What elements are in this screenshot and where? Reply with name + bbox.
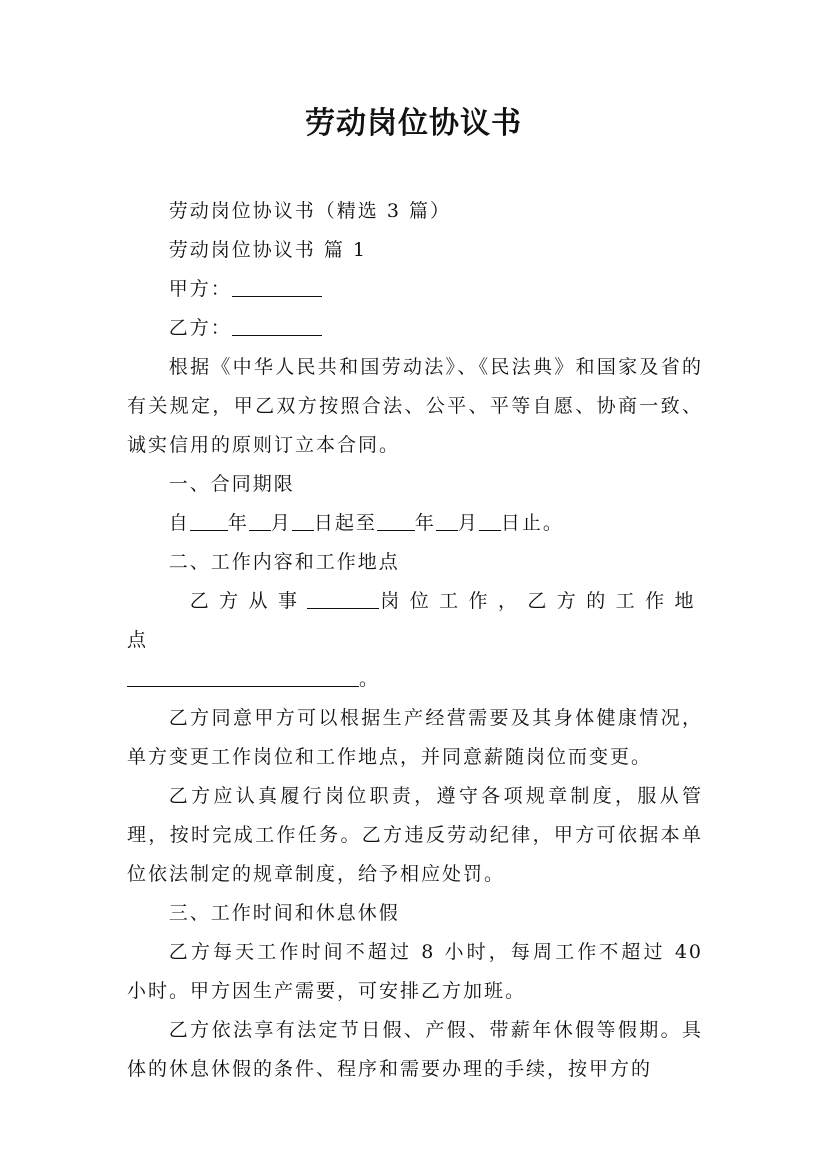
term-month-label: 月 xyxy=(270,512,292,534)
article-heading: 劳动岗位协议书 篇 1 xyxy=(168,239,367,261)
work-part2: 岗位工作，乙方的工作地点 xyxy=(127,590,703,651)
end-year-blank xyxy=(377,511,415,531)
work-place-line xyxy=(127,660,703,699)
party-b-blank xyxy=(232,316,322,336)
work-line xyxy=(127,582,703,660)
term-day-label-2: 日止。 xyxy=(500,512,564,534)
post-blank xyxy=(307,589,379,609)
leave-paragraph: 乙方依法享有法定节日假、产假、带薪年休假等假期。具体的休息休假的条件、程序和需要办理的手续，按甲方的 xyxy=(127,1019,703,1080)
term-prefix: 自 xyxy=(168,512,190,534)
section2-heading: 二、工作内容和工作地点 xyxy=(168,551,400,573)
hours-paragraph: 乙方每天工作时间不超过 8 小时，每周工作不超过 40 小时。甲方因生产需要，可安排乙方加班。 xyxy=(127,941,703,1002)
term-year-label-2: 年 xyxy=(414,512,436,534)
party-a-blank xyxy=(232,277,322,297)
party-b-label: 乙方： xyxy=(168,317,232,339)
start-year-blank xyxy=(190,511,228,531)
change-paragraph: 乙方同意甲方可以根据生产经营需要及其身体健康情况，单方变更工作岗位和工作地点，并同意薪随岗位而变更。 xyxy=(127,707,703,768)
end-month-blank xyxy=(436,511,458,531)
section3-heading: 三、工作时间和休息休假 xyxy=(168,902,400,924)
party-a-label: 甲方： xyxy=(168,278,232,300)
subtitle: 劳动岗位协议书（精选 3 篇） xyxy=(168,200,451,222)
party-a-line xyxy=(127,270,703,309)
document-title: 劳动岗位协议书 xyxy=(305,106,522,141)
duty-paragraph: 乙方应认真履行岗位职责，遵守各项规章制度，服从管理，按时完成工作任务。乙方违反劳动纪律，甲方可依据本单位依法制定的规章制度，给予相应处罚。 xyxy=(127,785,703,885)
work-place-blank xyxy=(127,667,359,687)
term-year-label: 年 xyxy=(227,512,249,534)
document-body xyxy=(127,192,703,1089)
party-b-line xyxy=(127,309,703,348)
term-day-label: 日起至 xyxy=(313,512,377,534)
preamble-paragraph: 根据《中华人民共和国劳动法》、《民法典》和国家及省的有关规定，甲乙双方按照合法、公平、平等自愿、协商一致、诚实信用的原则订立本合同。 xyxy=(127,356,703,456)
start-day-blank xyxy=(292,511,314,531)
end-day-blank xyxy=(479,511,501,531)
term-line xyxy=(127,504,703,543)
term-month-label-2: 月 xyxy=(457,512,479,534)
section1-heading: 一、合同期限 xyxy=(168,473,295,495)
start-month-blank xyxy=(249,511,271,531)
work-end: 。 xyxy=(359,668,381,690)
work-part1: 乙方从事 xyxy=(189,590,308,612)
